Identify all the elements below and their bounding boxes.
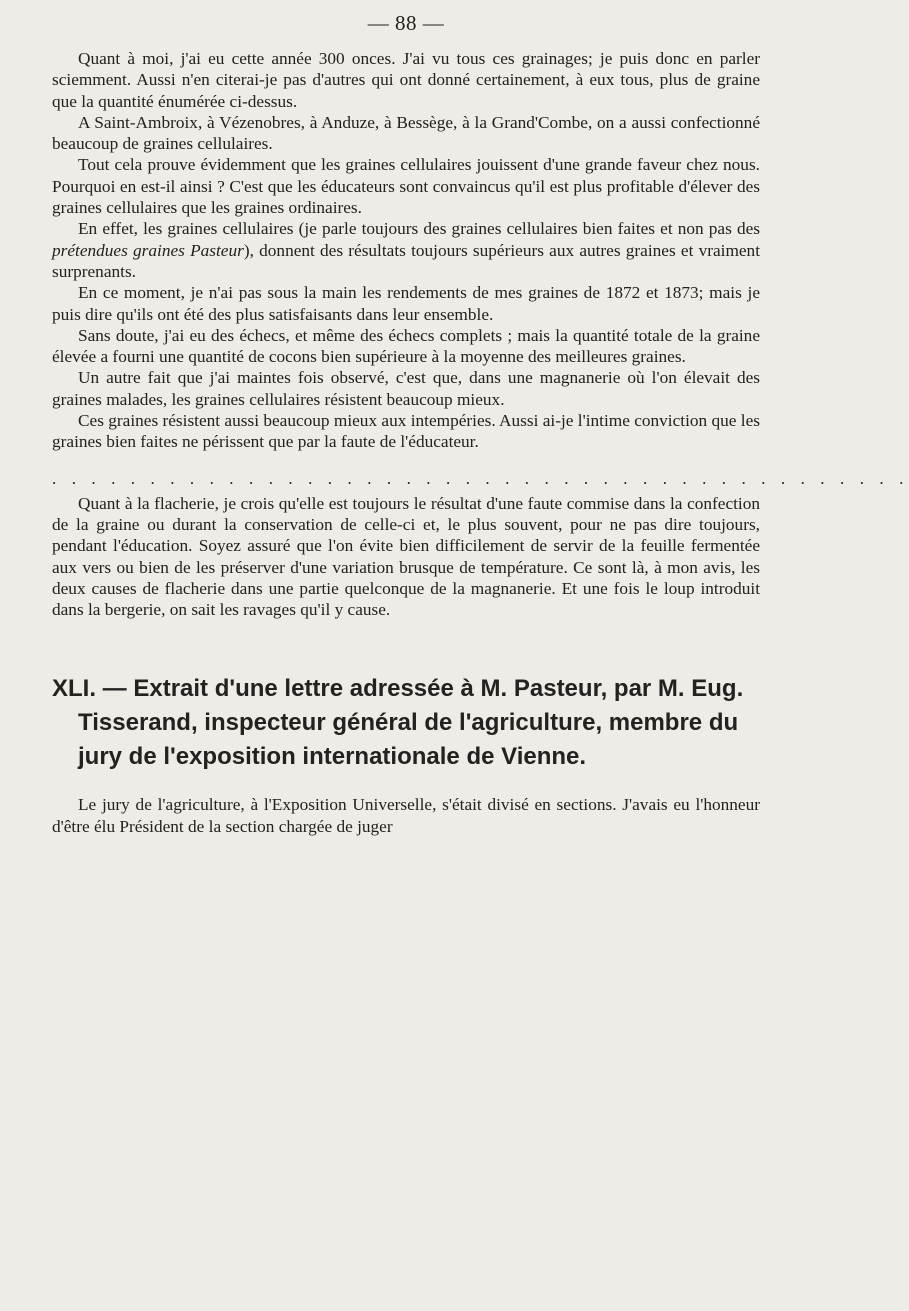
paragraph-intemperies: Ces graines résistent aussi beaucoup mieux aux intempéries. Aussi ai-je l'intime conviction que les graines bien faites ne périssent que par la faute de l'éducateur. [52, 411, 760, 452]
paragraph-resultats-italic: prétendues graines Pasteur [52, 240, 244, 260]
paragraph-resultats-before: En effet, les graines cellulaires (je parle toujours des graines cellulaires bien faites et non pas des [78, 219, 760, 239]
paragraph-locations: A Saint-Ambroix, à Vézenobres, à Anduze, à Bessège, à la Grand'Combe, on a aussi confectionné beaucoup de graines cellulaires. [52, 112, 760, 154]
paragraph-jury: Le jury de l'agriculture, à l'Exposition Universelle, s'était divisé en sections. J'avais eu l'honneur d'être élu Président de la section chargée de juger [52, 795, 760, 836]
ellipsis-separator: . . . . . . . . . . . . . . . . . . . . . . . . . . . . . . . . . . . . . . . . . . . . [52, 468, 909, 488]
paragraph-faveur: Tout cela prouve évidemment que les graines cellulaires jouissent d'une grande faveur chez nous. Pourquoi en est-il ainsi ? C'est que les éducateurs sont convaincus qu'il est plus profitable d'élever des graines cellulaires que les graines ordinaires. [52, 155, 760, 218]
paragraph-magnanerie: Un autre fait que j'ai maintes fois observé, c'est que, dans une magnanerie où l'on élevait des graines malades, les graines cellulaires résistent beaucoup mieux. [52, 368, 760, 409]
section-heading [52, 672, 760, 774]
section-heading-text: XLI. — Extrait d'une lettre adressée à M. Pasteur, par M. Eug. Tisserand, inspecteur général de l'agriculture, membre du jury de l'exposition internationale de Vienne. [52, 675, 744, 771]
paragraph-rendements: En ce moment, je n'ai pas sous la main les rendements de mes graines de 1872 et 1873; mais je puis dire qu'ils ont été des plus satisfaisants dans leur ensemble. [52, 283, 760, 324]
paragraph-resultats [52, 218, 760, 282]
paragraph-flacherie: Quant à la flacherie, je crois qu'elle est toujours le résultat d'une faute commise dans la confection de la graine ou durant la conservation de celle-ci et, le plus souvent, pour ne pas dire toujours, pendant l'éducation. Soyez assuré que l'on évite bien difficilement de servir de la feuille fermentée aux vers ou bien de les préserver d'une variation brusque de température. Ce sont là, à mon avis, les deux causes de flacherie dans une partie quelconque de la magnanerie. Et une fois le loup introduit dans la bergerie, on sait les ravages qu'il y cause. [52, 493, 760, 620]
paragraph-resultats-after: ), donnent des résultats toujours supérieurs aux autres graines et vraiment surprenants. [52, 240, 760, 281]
paragraph-grainages: Quant à moi, j'ai eu cette année 300 onces. J'ai vu tous ces grainages; je puis donc en parler sciemment. Aussi n'en citerai-je pas d'autres qui ont donné certainement, à eux tous, plus de graine que la quantité énumérée ci-dessus. [52, 49, 760, 111]
paragraph-echecs: Sans doute, j'ai eu des échecs, et même des échecs complets ; mais la quantité totale de la graine élevée a fourni une quantité de cocons bien supérieure à la moyenne des meilleures graines. [52, 325, 760, 367]
page-number: — 88 — [367, 11, 445, 35]
